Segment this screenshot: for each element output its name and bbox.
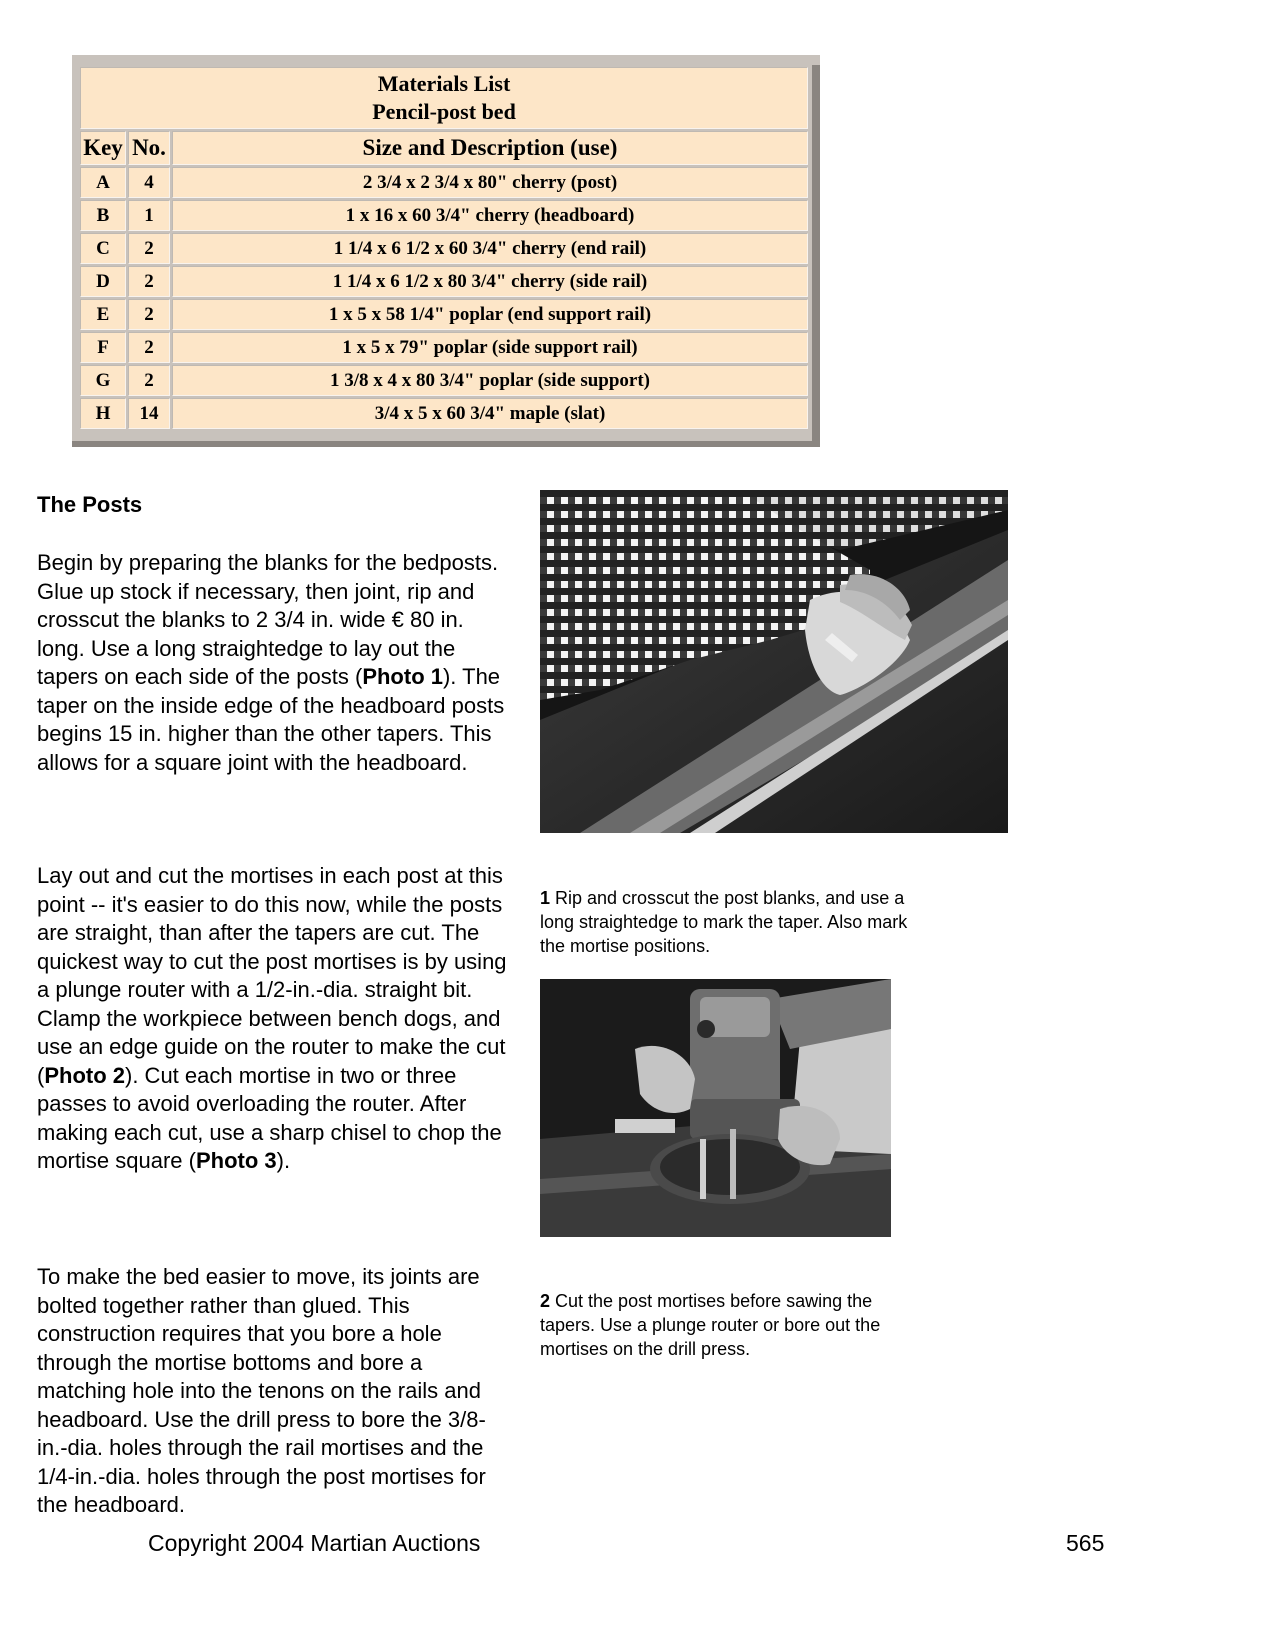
cell-key: H [80,398,126,429]
table-caption-row [80,67,808,129]
materials-table [78,65,810,431]
cell-description: 1 3/8 x 4 x 80 3/4" poplar (side support) [172,365,808,396]
cell-description: 1 x 5 x 58 1/4" poplar (end support rail) [172,299,808,330]
photo-1-marking-taper [540,490,1008,833]
cell-description: 3/4 x 5 x 60 3/4" maple (slat) [172,398,808,429]
photo-2-caption [540,1289,930,1361]
cell-key: F [80,332,126,363]
panel-shadow-right [812,65,820,447]
cell-key: E [80,299,126,330]
photo-1-reference: Photo 1 [362,664,443,689]
photo-2-plunge-router [540,979,891,1237]
header-description: Size and Description (use) [172,131,808,165]
table-title: Materials List [377,71,511,96]
cell-key: C [80,233,126,264]
paragraph-2-text-a: Lay out and cut the mortises in each post at this point -- it's easier to do this now, while the posts are straight, than after the tapers are cut. The quickest way to cut the post mortises is by using a plunge router with a 1/2-in.-dia. straight bit. Clamp the workpiece between bench dogs, and use an edge guide on the router to make the cut ( [37,863,507,1088]
table-row [80,233,808,264]
photo-2-number: 2 [540,1291,551,1311]
table-row [80,299,808,330]
table-caption [80,67,808,129]
copyright-footer: Copyright 2004 Martian Auctions [148,1530,481,1556]
paragraph-2-text-e: ). [276,1148,291,1173]
cell-quantity: 14 [128,398,170,429]
cell-key: D [80,266,126,297]
table-row [80,167,808,198]
photo-1-number: 1 [540,888,551,908]
cell-description: 1 1/4 x 6 1/2 x 80 3/4" cherry (side rail) [172,266,808,297]
paragraph-3: To make the bed easier to move, its joints are bolted together rather than glued. This construction requires that you bore a hole through the mortise bottoms and bore a matching hole into the tenons on the rails and headboard. Use the drill press to bore the 3/8-in.-dia. holes through the rail mortises and the 1/4-in.-dia. holes through the post mortises for the headboard. [37,1264,486,1517]
cell-quantity: 2 [128,365,170,396]
paragraph-1 [37,549,509,777]
photo-3-reference: Photo 3 [195,1148,277,1173]
panel-shadow-bottom [72,441,820,447]
cell-quantity: 4 [128,167,170,198]
paragraph-2 [37,862,509,1176]
photo-1-caption-text: Rip and crosscut the post blanks, and use a long straightedge to mark the taper. Also mark the mortise positions. [540,888,908,956]
header-key: Key [80,131,126,165]
cell-quantity: 2 [128,266,170,297]
cell-description: 2 3/4 x 2 3/4 x 80" cherry (post) [172,167,808,198]
photo-1-caption [540,886,930,958]
paragraph-1-text-c: ). The taper on the inside edge of the headboard posts begins 15 in. higher than the other tapers. This allows for a square joint with the headboard. [37,664,505,775]
table-subtitle: Pencil-post bed [372,99,516,124]
page-number: 565 [1066,1530,1105,1556]
header-no: No. [128,131,170,165]
cell-quantity: 2 [128,299,170,330]
table-header-row [80,131,808,165]
cell-description: 1 1/4 x 6 1/2 x 60 3/4" cherry (end rail) [172,233,808,264]
materials-list-panel [72,55,820,447]
cell-key: A [80,167,126,198]
cell-description: 1 x 5 x 79" poplar (side support rail) [172,332,808,363]
section-heading: The Posts [37,492,143,517]
cell-quantity: 2 [128,332,170,363]
paragraph-2-text-c: ). Cut each mortise in two or three passes to avoid overloading the router. After making each cut, use a sharp chisel to chop the mortise square ( [37,1062,502,1173]
photo-2-reference: Photo 2 [44,1062,125,1088]
cell-description: 1 x 16 x 60 3/4" cherry (headboard) [172,200,808,231]
table-row [80,332,808,363]
table-row [80,398,808,429]
cell-key: G [80,365,126,396]
cell-key: B [80,200,126,231]
cell-quantity: 1 [128,200,170,231]
table-row [80,365,808,396]
paragraph-1-text-a: Begin by preparing the blanks for the bedposts. Glue up stock if necessary, then joint, rip and crosscut the blanks to 2 3/4 in. wide € 80 in. long. Use a long straightedge to lay out the tapers on each side of the posts ( [37,550,499,689]
table-row [80,266,808,297]
photo-2-caption-text: Cut the post mortises before sawing the tapers. Use a plunge router or bore out the mortises on the drill press. [540,1291,881,1359]
cell-quantity: 2 [128,233,170,264]
table-row [80,200,808,231]
